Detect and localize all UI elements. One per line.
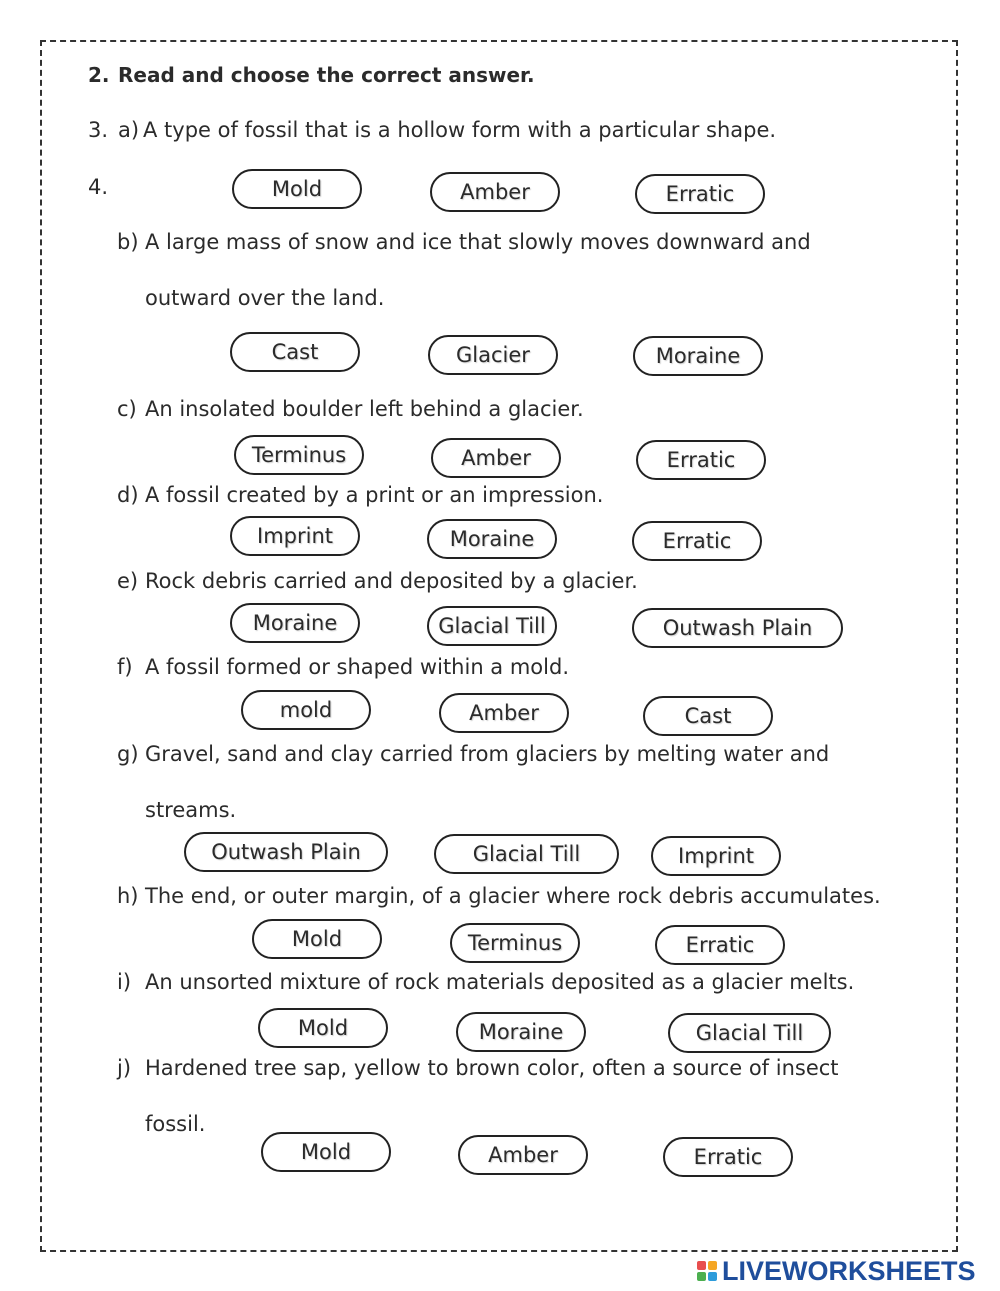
option-f-2[interactable]: Amber <box>439 693 569 733</box>
question-j-text-line2: fossil. <box>145 1112 206 1136</box>
question-a-label: a) <box>118 118 140 142</box>
question-f-text: A fossil formed or shaped within a mold. <box>145 655 569 679</box>
question-b-text-line2: outward over the land. <box>145 286 385 310</box>
question-i-text: An unsorted mixture of rock materials deposited as a glacier melts. <box>145 970 855 994</box>
option-e-2[interactable]: Glacial Till <box>427 606 557 646</box>
option-a-2[interactable]: Amber <box>430 172 560 212</box>
question-h-text: The end, or outer margin, of a glacier where rock debris accumulates. <box>145 884 881 908</box>
question-g-text-line2: streams. <box>145 798 237 822</box>
option-c-3[interactable]: Erratic <box>636 440 766 480</box>
option-j-3[interactable]: Erratic <box>663 1137 793 1177</box>
option-d-2[interactable]: Moraine <box>427 519 557 559</box>
question-h-label: h) <box>117 884 139 908</box>
instruction-heading: Read and choose the correct answer. <box>118 63 535 87</box>
option-d-1[interactable]: Imprint <box>230 516 360 556</box>
option-b-1[interactable]: Cast <box>230 332 360 372</box>
question-j-text-line1: Hardened tree sap, yellow to brown color, often a source of insect <box>145 1056 839 1080</box>
option-c-1[interactable]: Terminus <box>234 435 364 475</box>
question-d-label: d) <box>117 483 139 507</box>
option-i-3[interactable]: Glacial Till <box>668 1013 831 1053</box>
list-number-3: 3. <box>88 118 109 142</box>
option-c-2[interactable]: Amber <box>431 438 561 478</box>
question-e-text: Rock debris carried and deposited by a glacier. <box>145 569 638 593</box>
option-b-3[interactable]: Moraine <box>633 336 763 376</box>
question-b-label: b) <box>117 230 139 254</box>
question-f-label: f) <box>117 655 133 679</box>
list-number-4: 4. <box>88 175 109 199</box>
question-b-text-line1: A large mass of snow and ice that slowly moves downward and <box>145 230 811 254</box>
option-b-2[interactable]: Glacier <box>428 335 558 375</box>
question-g-label: g) <box>117 742 139 766</box>
option-e-3[interactable]: Outwash Plain <box>632 608 843 648</box>
option-h-3[interactable]: Erratic <box>655 925 785 965</box>
question-a-text: A type of fossil that is a hollow form with a particular shape. <box>143 118 777 142</box>
option-g-2[interactable]: Glacial Till <box>434 834 619 874</box>
question-c-label: c) <box>117 397 137 421</box>
liveworksheets-icon <box>697 1261 717 1281</box>
option-i-2[interactable]: Moraine <box>456 1012 586 1052</box>
option-j-1[interactable]: Mold <box>261 1132 391 1172</box>
question-i-label: i) <box>117 970 132 994</box>
instruction-number: 2. <box>88 63 110 87</box>
option-a-1[interactable]: Mold <box>232 169 362 209</box>
question-e-label: e) <box>117 569 139 593</box>
option-e-1[interactable]: Moraine <box>230 603 360 643</box>
question-c-text: An insolated boulder left behind a glacier. <box>145 397 584 421</box>
option-g-1[interactable]: Outwash Plain <box>184 832 388 872</box>
option-j-2[interactable]: Amber <box>458 1135 588 1175</box>
question-g-text-line1: Gravel, sand and clay carried from glaciers by melting water and <box>145 742 830 766</box>
question-j-label: j) <box>117 1056 132 1080</box>
option-f-3[interactable]: Cast <box>643 696 773 736</box>
option-h-1[interactable]: Mold <box>252 919 382 959</box>
option-d-3[interactable]: Erratic <box>632 521 762 561</box>
option-h-2[interactable]: Terminus <box>450 923 580 963</box>
brand-text: LIVEWORKSHEETS <box>722 1255 976 1286</box>
option-g-3[interactable]: Imprint <box>651 836 781 876</box>
liveworksheets-logo <box>697 1256 976 1286</box>
option-a-3[interactable]: Erratic <box>635 174 765 214</box>
option-i-1[interactable]: Mold <box>258 1008 388 1048</box>
option-f-1[interactable]: mold <box>241 690 371 730</box>
question-d-text: A fossil created by a print or an impression. <box>145 483 604 507</box>
